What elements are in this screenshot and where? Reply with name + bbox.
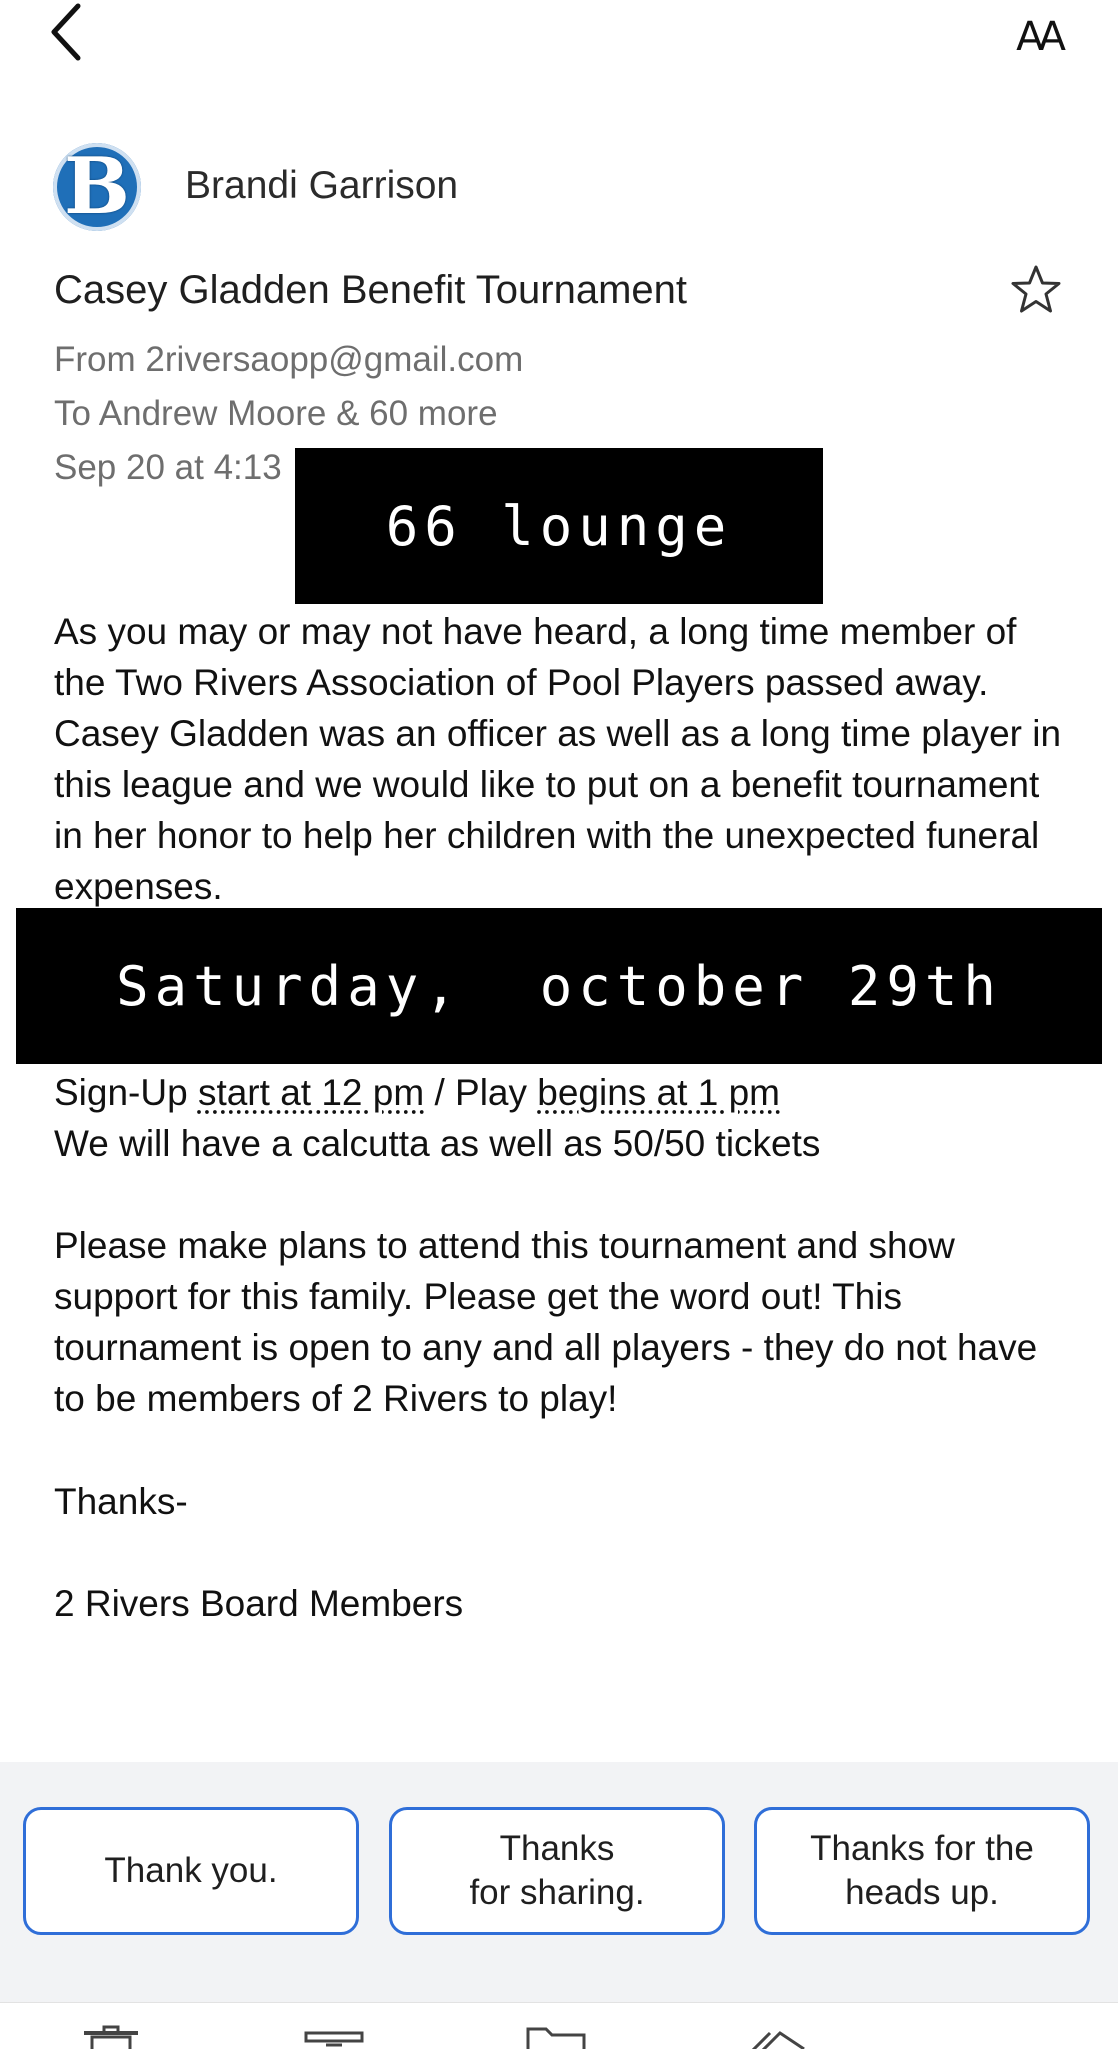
smart-reply-text: Thanks	[499, 1829, 615, 1868]
text-size-button[interactable]	[1016, 14, 1060, 60]
body-paragraph-2	[54, 1067, 1074, 1169]
play-time-link[interactable]: begins at 1 pm	[537, 1072, 780, 1113]
signup-prefix: Sign-Up	[54, 1072, 198, 1113]
back-button[interactable]	[44, 0, 94, 70]
top-toolbar	[0, 0, 1118, 80]
folder-icon	[526, 2025, 586, 2049]
sent-date: Sep 20 at 4:13	[54, 448, 282, 487]
body-paragraph-1: As you may or may not have heard, a long time member of the Two Rivers Association of Pool Players passed away. Casey Gladden was an officer as well as a long time player in this league and we would like to put on a benefit tournament in her honor to help her children with the unexpected funeral expenses.	[54, 611, 1062, 907]
email-subject: Casey Gladden Benefit Tournament	[54, 268, 687, 312]
venue-overlay-text: 66 lounge	[385, 494, 733, 558]
reply-all-icon	[748, 2025, 808, 2049]
move-to-folder-button[interactable]	[526, 2025, 586, 2049]
smart-reply-heads-up[interactable]	[754, 1807, 1090, 1935]
smart-reply-text: heads up.	[845, 1873, 999, 1912]
trash-icon	[82, 2025, 142, 2049]
sender-avatar[interactable]	[53, 143, 141, 231]
from-line[interactable]: From 2riversaopp@gmail.com	[54, 340, 524, 379]
text-size-label: AA	[1016, 14, 1060, 60]
closing-thanks: Thanks-	[54, 1481, 188, 1522]
body-paragraph-3: Please make plans to attend this tournament and show support for this family. Please get the word out! This tournament is open to any and all players - they do not have to be members of 2 Rivers to play!	[54, 1225, 1038, 1419]
signup-time-link[interactable]: start at 12 pm	[197, 1072, 425, 1113]
smart-reply-text: for sharing.	[469, 1873, 645, 1912]
star-icon	[1008, 262, 1064, 318]
reply-all-button[interactable]	[748, 2025, 808, 2049]
smart-reply-text: Thank you.	[104, 1851, 278, 1890]
signup-line	[54, 1067, 1074, 1118]
chevron-left-icon	[44, 0, 94, 70]
date-overlay	[16, 908, 1102, 1064]
sender-name[interactable]: Brandi Garrison	[185, 164, 459, 207]
bottom-toolbar	[0, 2002, 1118, 2049]
calcutta-line: We will have a calcutta as well as 50/50 tickets	[54, 1123, 821, 1164]
delete-button[interactable]	[82, 2025, 142, 2049]
smart-replies-panel	[0, 1762, 1118, 2002]
signup-mid: / Play	[424, 1072, 538, 1113]
star-button[interactable]	[1008, 262, 1064, 318]
smart-reply-thanks-for-sharing[interactable]	[389, 1807, 725, 1935]
smart-reply-text: Thanks for the	[810, 1829, 1034, 1868]
date-overlay-text: Saturday, october 29th	[116, 954, 1002, 1018]
smart-reply-thank-you[interactable]	[23, 1807, 359, 1935]
archive-button[interactable]	[304, 2025, 364, 2049]
signature: 2 Rivers Board Members	[54, 1583, 464, 1624]
avatar-initial: B	[64, 143, 130, 231]
archive-icon	[304, 2025, 364, 2049]
recipients-line[interactable]: To Andrew Moore & 60 more	[54, 394, 498, 433]
venue-overlay	[295, 448, 823, 604]
